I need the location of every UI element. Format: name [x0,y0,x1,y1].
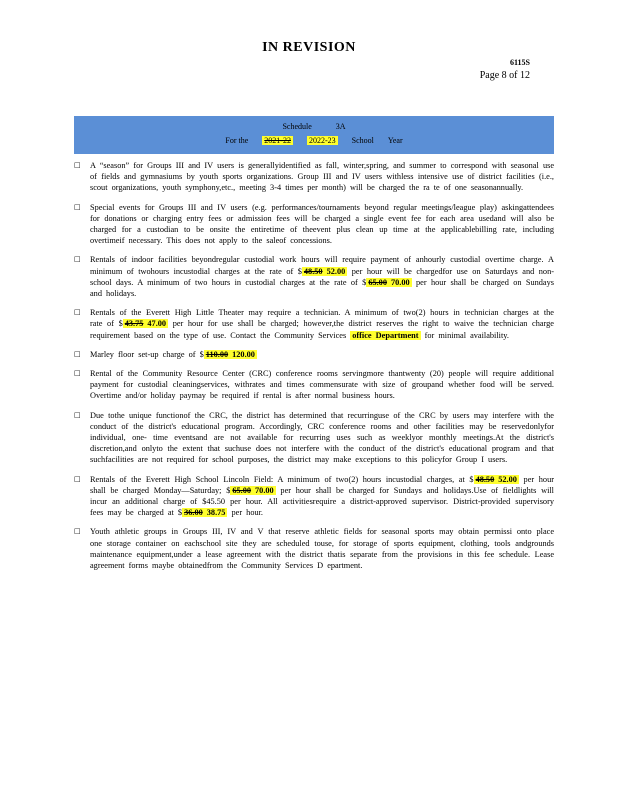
item-text: Special events for Groups III and IV users (e.g. performances/tournaments beyond regular meetings/league play) askingattendees for donations or charging entry fees or admission fees will be charged a single event fee for each area usedand will also be charged for a custodian to be onsite the entiretime of theevent plus clean up time at the applicablebilling rate, including overtimeif necessary. This does not apply to the saleof concessions. [90,202,554,246]
bullet-box-icon: □ [74,474,81,483]
list-item [74,202,554,247]
bullet-box-icon: □ [74,527,81,536]
school-label: School [351,136,374,145]
office-department-text: office Department [352,330,419,340]
fee-list [74,160,554,579]
new-rate: 52.00 [498,474,517,484]
schedule-banner [74,116,554,154]
for-the-label: For the [225,136,249,145]
list-item [74,526,554,571]
new-rate: 70.00 [390,277,410,287]
bullet-box-icon: □ [74,369,81,378]
old-rate: 48.50 [303,266,323,276]
new-year: 2022-23 [308,136,336,145]
list-item [74,410,554,466]
item-text: Marley floor set-up charge of $ [90,349,204,359]
schedule-heading [74,122,554,131]
list-item [74,254,554,299]
bullet-box-icon: □ [74,308,81,317]
schedule-label: Schedule [282,122,312,131]
new-rate: 70.00 [255,485,274,495]
item-text: per hour. [227,508,264,518]
list-item [74,368,554,402]
item-text: per hour will be chargedfor use on Saturdays and non-school days. A minimum of two hours in custodial charges at the rate of $ [90,266,554,287]
old-rate: 110.00 [205,349,229,359]
old-rate: 43.75 [124,319,144,329]
new-rate: 38.75 [206,508,226,518]
document-title: IN REVISION [262,40,356,55]
item-text: Rentals of the Everett High School Lincoln Field: A minimum of two(2) hours incustodial charges, at $ [90,474,474,484]
item-text: Rental of the Community Resource Center (CRC) conference rooms servingmore thantwenty (20) people will require additional payment for custodial cleaningservices, withrates and times commensurate with size of groupand whether food will be served. Overtime and/or holiday paymay be required if rental is after normal business hours. [90,369,554,401]
bullet-box-icon: □ [74,161,81,169]
bullet-box-icon: □ [74,349,81,358]
bullet-box-icon: □ [74,410,81,419]
item-text: Rentals of the Everett High Little Theater may require a technician. A minimum of two(2) hours in technician charges at the rate of $ [90,308,554,329]
item-text: per hour shall be charged Monday—Saturday; $ [90,474,554,495]
policy-number: 6115S [509,58,530,67]
item-text: per hour shall be charged on Sundays and holidays. [90,277,554,299]
item-text: per hour for use shall be charged; however,the district reserves the right to waive the technician charge requirement based on the type of use. Contact the Community Services [90,319,554,340]
list-item [74,474,554,519]
new-rate: 52.00 [326,266,346,276]
bullet-box-icon: □ [74,255,81,264]
bullet-box-icon: □ [74,202,81,211]
new-rate: 47.00 [147,319,167,329]
old-rate: 48.50 [475,474,495,484]
list-item [74,307,554,341]
old-rate: 65.00 [232,485,252,495]
old-year: 2021-22 [264,136,291,145]
item-text: for minimal availability. [420,330,509,340]
old-rate: 36.00 [184,508,203,518]
old-rate: 65.00 [368,277,387,287]
list-item [74,160,554,194]
year-label: Year [387,136,403,145]
page-number: Page 8 of 12 [479,70,530,81]
new-rate: 120.00 [232,349,255,359]
item-text: Youth athletic groups in Groups III, IV and V that reserve athletic fields for seasonal sports may obtain permissi onto place one storage container on eachschool site they are scheduled touse, for storage of sports equipment, clothing, tools andgrounds maintenance equipment,under a lease agreement with the district thatis separate from the provisions in this fee schedule. Lease agreement forms maybe obtainedfrom the Community Services D epartment. [90,527,554,571]
list-item [74,349,554,360]
school-year-line [74,136,554,145]
schedule-id: 3A [335,122,346,131]
item-text: Rentals of indoor facilities beyondregular custodial work hours will require payment of anhourly custodial overtime charge. A minimum of twohours incustodial charges at the rate of $ [90,255,554,276]
item-text: per hour shall be charged for Sundays and holidays.Use of fieldlights will incur an additional charge of $45.50 per hour. All activitiesrequire a district-approved supervisor. District-provided supervisory fees may be charged at $ [90,485,554,518]
item-text: A “season” for Groups III and IV users is generallyidentified as fall, winter,spring, and summer to correspond with seasonal use of fields and gymnasiums by youth sports organizations. Group III and IV users withless intensive use of district facilities (i.e., scout organizations, youth symphony,etc., meeting 3-4 times per month) will be charged the ra te of one seasonannually. [90,161,554,193]
item-text: Due tothe unique functionof the CRC, the district has determined that recurringuse of the CRC by users may interfere with the conduct of the district's educational program. Accordingly, CRC conference rooms and other facilities may be reservedonlyfor individual, one- time eventsand are not available for recurring uses such as weeklyor monthly meetings.At the district's discretion,and onlyto the extent that suchuse does not interfere with the conduct of the district's educational program and that suchfacilities are not required for school purposes, the district may make exceptions to this policyfor Group I users. [90,410,554,465]
